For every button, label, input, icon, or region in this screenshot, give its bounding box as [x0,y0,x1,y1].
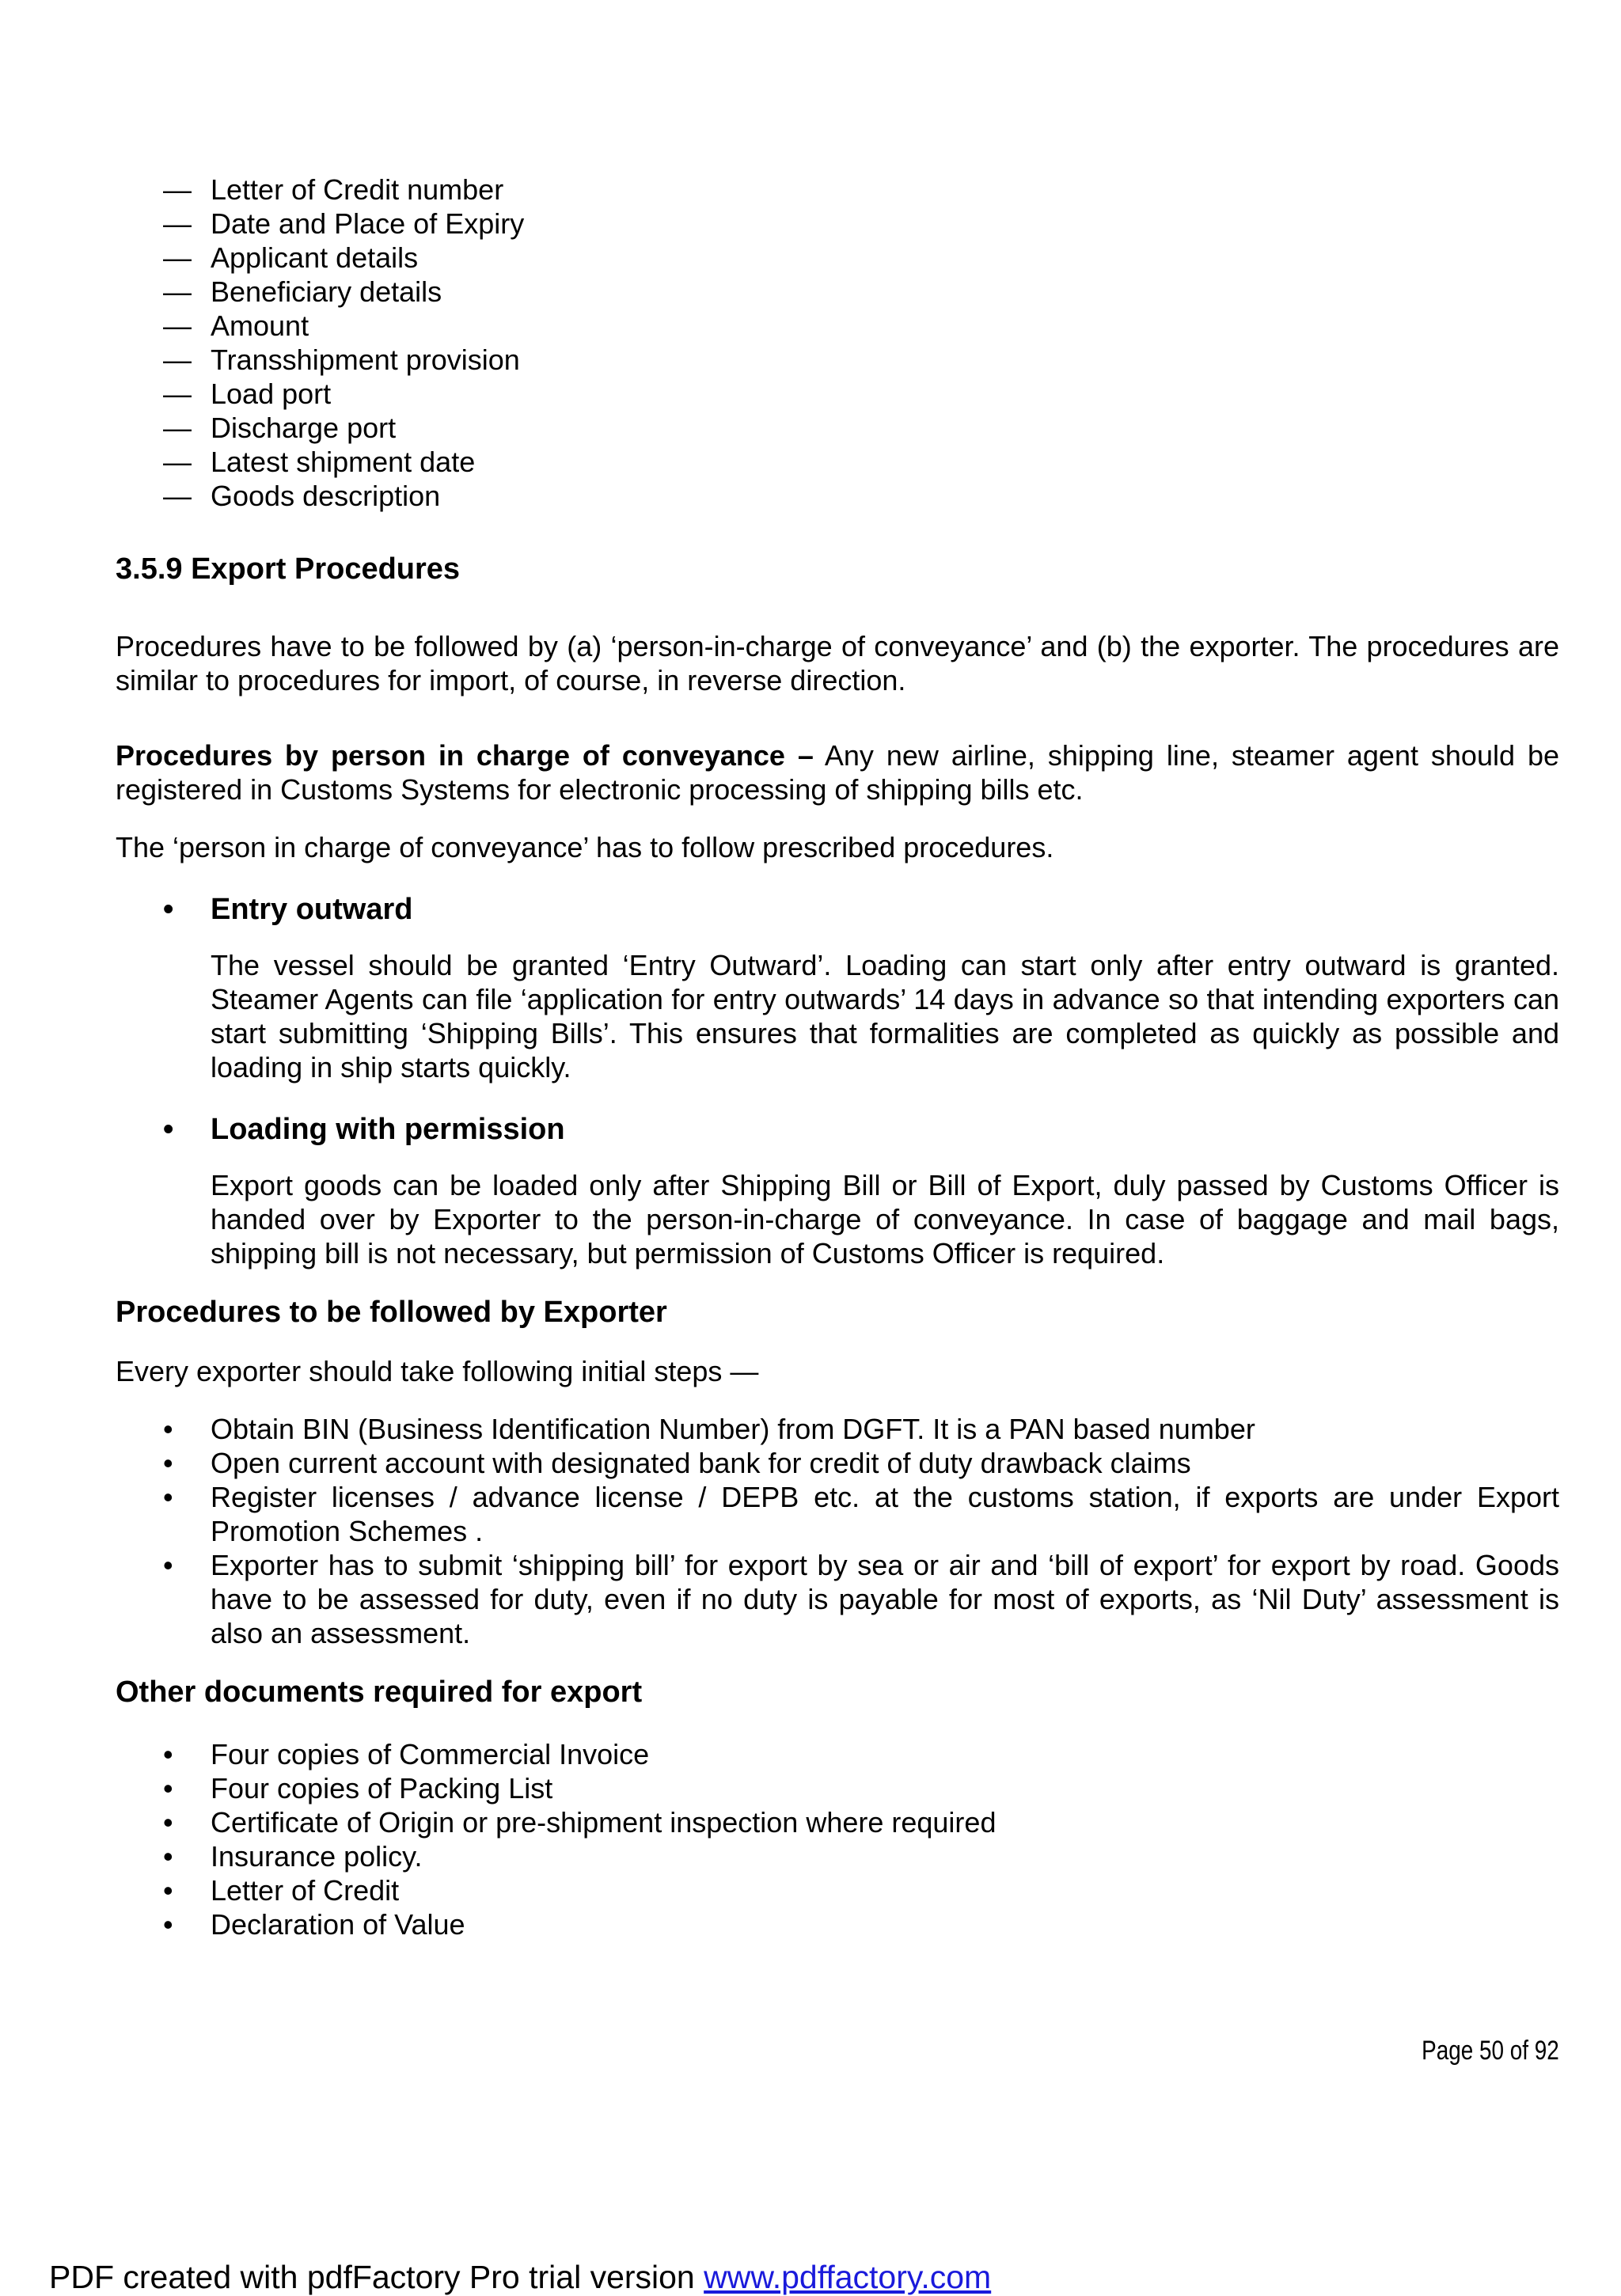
bullet-mark: • [163,1113,174,1146]
dash-mark: — [163,173,192,206]
intro-paragraph: Procedures have to be followed by (a) ‘person-in-charge of conveyance’ and (b) the exporter. The procedures are similar to procedures for import, of course, in reverse direction. [116,630,1559,696]
conveyance-follow-paragraph: The ‘person in charge of conveyance’ has to follow prescribed procedures. [116,831,1054,863]
list-item: — Amount [163,309,309,342]
list-item: — Latest shipment date [163,446,476,478]
list-item: — Letter of Credit number [163,173,504,206]
list-item: • Exporter has to submit ‘shipping bill’ for export by sea or air and ‘bill of export’ for export by road. Goods have to be assessed for duty, even if no duty is payable for most of exports, as ‘Nil Duty’ assessment is also an assessment. [163,1549,1559,1649]
dash-mark: — [163,241,192,274]
list-item: — Date and Place of Expiry [163,207,525,240]
bullet-mark: • [163,1447,173,1479]
list-item: — Load port [163,378,332,410]
list-item: • Insurance policy. [163,1840,423,1873]
list-item: — Discharge port [163,412,397,444]
bullet-mark: • [163,1908,173,1941]
list-item: • Four copies of Commercial Invoice [163,1738,650,1770]
list-item: • Four copies of Packing List [163,1772,553,1805]
dash-mark: — [163,309,192,342]
other-docs-heading: Other documents required for export [116,1676,643,1709]
bullet-mark: • [163,1549,173,1581]
entry-outward-paragraph: The vessel should be granted ‘Entry Outward’. Loading can start only after entry outward is granted. Steamer Agents can file ‘application for entry outwards’ 14 days in advance so that intending exporters can start submitting ‘Shipping Bills’. This ensures that formalities are completed as quickly as possible and loading in ship starts quickly. [211,949,1559,1083]
exporter-intro: Every exporter should take following initial steps — [116,1355,759,1387]
dash-mark: — [163,207,192,240]
loading-permission-heading: • Loading with permission [163,1113,565,1146]
conveyance-lead: Procedures by person in charge of conveyance – [116,739,814,772]
section-heading: 3.5.9 Export Procedures [116,552,461,586]
dash-mark: — [163,446,192,478]
list-item: — Beneficiary details [163,275,442,308]
list-item: — Applicant details [163,241,419,274]
page-content [116,173,1559,1941]
bullet-mark: • [163,1413,173,1445]
bullet-mark: • [163,893,174,926]
list-item: • Letter of Credit [163,1874,400,1907]
pdf-footer [49,2258,991,2296]
other-docs-list [116,1737,1559,1941]
page-number: Page 50 of 92 [1422,2036,1559,2066]
lc-fields-list [116,173,1559,513]
bullet-mark: • [163,1840,173,1873]
list-item: — Goods description [163,480,441,512]
exporter-steps-list [116,1412,1559,1650]
entry-outward-heading: • Entry outward [163,893,413,926]
list-item: • Open current account with designated bank for credit of duty drawback claims [163,1447,1191,1479]
list-item: • Register licenses / advance license / DEPB etc. at the customs station, if exports are under Export Promotion Schemes . [163,1481,1559,1547]
footer-text: PDF created with pdfFactory Pro trial version [49,2259,704,2295]
dash-mark: — [163,275,192,308]
bullet-mark: • [163,1772,173,1805]
list-item: — Transshipment provision [163,343,520,376]
list-item: • Certificate of Origin or pre-shipment inspection where required [163,1806,997,1839]
bullet-mark: • [163,1481,173,1513]
conveyance-paragraph: Procedures by person in charge of conveyance – Any new airline, shipping line, steamer agent should be registered in Customs Systems for electronic processing of shipping bills etc. [116,739,1559,806]
bullet-mark: • [163,1738,173,1770]
list-item: • Obtain BIN (Business Identification Number) from DGFT. It is a PAN based number [163,1413,1255,1445]
bullet-mark: • [163,1806,173,1839]
exporter-heading: Procedures to be followed by Exporter [116,1296,667,1329]
bullet-mark: • [163,1874,173,1907]
dash-mark: — [163,343,192,376]
pdffactory-link[interactable]: www.pdffactory.com [704,2259,992,2295]
list-item: • Declaration of Value [163,1908,465,1941]
dash-mark: — [163,412,192,444]
dash-mark: — [163,480,192,512]
loading-permission-paragraph: Export goods can be loaded only after Shipping Bill or Bill of Export, duly passed by Customs Officer is handed over by Exporter to the person-in-charge of conveyance. In case of baggage and mail bags, shipping bill is not necessary, but permission of Customs Officer is required. [211,1169,1559,1269]
dash-mark: — [163,378,192,410]
